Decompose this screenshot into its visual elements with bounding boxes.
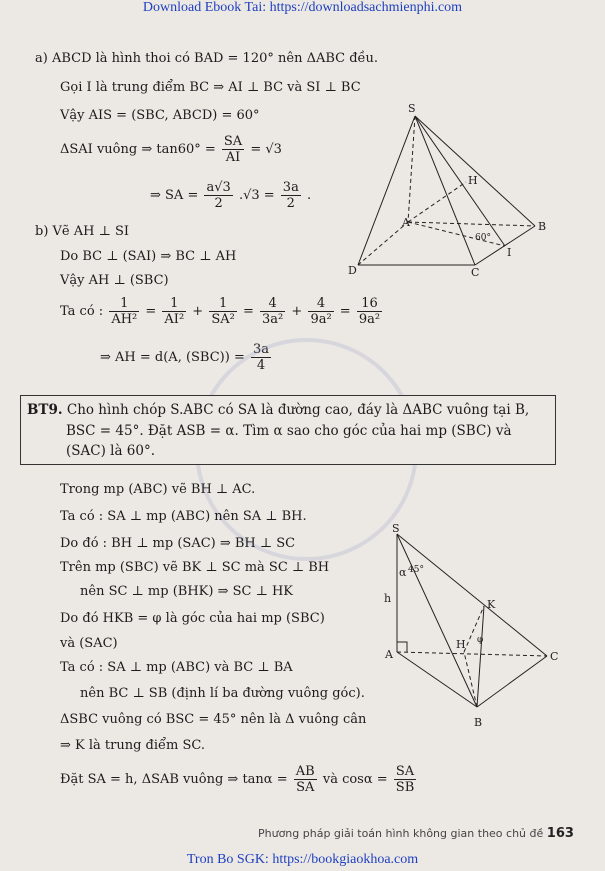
header-download-link[interactable]: Download Ebook Tai: https://downloadsachmienphi.com [142, 0, 463, 15]
part-a-line-4: ΔSAI vuông ⇒ tan60° = $\frac{SA}{AI}$ = √3 [60, 134, 282, 165]
fig2-label-alpha: α [399, 566, 407, 579]
part-b-line-2: Do BC ⊥ (SAI) ⇒ BC ⊥ AH [60, 249, 237, 264]
part-a-line-5: ⇒ SA = $\frac{a√3}{2}$ .√3 = $\frac{3a}{2}$ . [150, 180, 312, 211]
solution-line-5: nên SC ⊥ mp (BHK) ⇒ SC ⊥ HK [80, 584, 293, 599]
page-footer-text: Phương pháp giải toán hình không gian theo chủ đề [258, 827, 544, 840]
solution-line-6: Do đó HKB = φ là góc của hai mp (SBC) [60, 611, 325, 626]
figure-tetrahedron-sabc [372, 522, 572, 732]
fig2-label-b: B [474, 716, 483, 729]
solution-line-4: Trên mp (SBC) vẽ BK ⊥ SC mà SC ⊥ BH [60, 560, 330, 575]
solution-line-11: ⇒ K là trung điểm SC. [60, 738, 206, 753]
bt9-line-3: (SAC) là 60°. [66, 443, 156, 459]
fig2-label-s: S [392, 522, 400, 535]
part-a-line-3: Vậy AIS = (SBC, ABCD) = 60° [60, 108, 260, 123]
fig2-label-phi: φ [477, 635, 484, 645]
page-number: 163 [546, 826, 574, 841]
part-b-line-3: Vậy AH ⊥ (SBC) [60, 273, 169, 288]
solution-line-12: Đặt SA = h, ΔSAB vuông ⇒ tanα = $\frac{AB}{SA}$ và cosα = $\frac{SA}{SB}$ [60, 764, 415, 795]
fig2-label-a: A [385, 648, 393, 661]
fig2-label-hpt: H [456, 638, 466, 651]
fig2-label-h: h [384, 592, 392, 605]
fig1-label-d: D [348, 264, 357, 277]
fig2-angle: 45° [408, 565, 424, 575]
fig1-label-s: S [408, 102, 416, 115]
fig2-label-k: K [487, 598, 496, 611]
fig2-label-c: C [550, 650, 559, 663]
solution-line-7: và (SAC) [60, 636, 118, 651]
part-a-line-1: a) ABCD là hình thoi có BAD = 120° nên ΔABC đều. [35, 51, 379, 66]
solution-line-10: ΔSBC vuông có BSC = 45° nên là Δ vuông cân [60, 712, 367, 727]
solution-line-1: Trong mp (ABC) vẽ BH ⊥ AC. [60, 482, 256, 497]
footer-link[interactable]: Tron Bo SGK: https://bookgiaokhoa.com [186, 852, 419, 867]
fig1-angle: 60° [475, 233, 491, 243]
fig1-label-h: H [468, 174, 478, 187]
bt9-line-2: BSC = 45°. Đặt ASB = α. Tìm α sao cho góc của hai mp (SBC) và [66, 423, 512, 439]
figure-pyramid-abcd [340, 100, 560, 280]
solution-line-8: Ta có : SA ⊥ mp (ABC) và BC ⊥ BA [60, 660, 293, 675]
page-footer [258, 826, 574, 841]
fig1-label-a: A [402, 216, 410, 229]
bt9-line-1: BT9. Cho hình chóp S.ABC có SA là đường cao, đáy là ΔABC vuông tại B, [27, 402, 530, 418]
solution-line-2: Ta có : SA ⊥ mp (ABC) nên SA ⊥ BH. [60, 509, 307, 524]
part-b-line-1: b) Vẽ AH ⊥ SI [35, 224, 129, 239]
solution-line-3: Do đó : BH ⊥ mp (SAC) ⇒ BH ⊥ SC [60, 536, 296, 551]
fig1-label-i: I [507, 246, 512, 259]
part-b-line-4: Ta có : $\frac{1}{\text{AH²}}$ = $\frac{1}{\text{AI²}}$ + $\frac{1}{\text{SA²}}$ = $\frac{4}{\text{3a²}}$ + $\frac{4}{\text{9a²}}$ = $\frac{16}{\text{9a²}}$ [60, 296, 381, 327]
bt9-label: BT9. [27, 402, 63, 418]
part-a-line-2: Gọi I là trung điểm BC ⇒ AI ⊥ BC và SI ⊥ BC [60, 80, 361, 95]
fig1-label-c: C [471, 266, 480, 279]
solution-line-9: nên BC ⊥ SB (định lí ba đường vuông góc). [80, 686, 365, 701]
fig1-label-b: B [538, 220, 547, 233]
part-b-line-5: ⇒ AH = d(A, (SBC)) = $\frac{3a}{4}$ [100, 342, 270, 373]
